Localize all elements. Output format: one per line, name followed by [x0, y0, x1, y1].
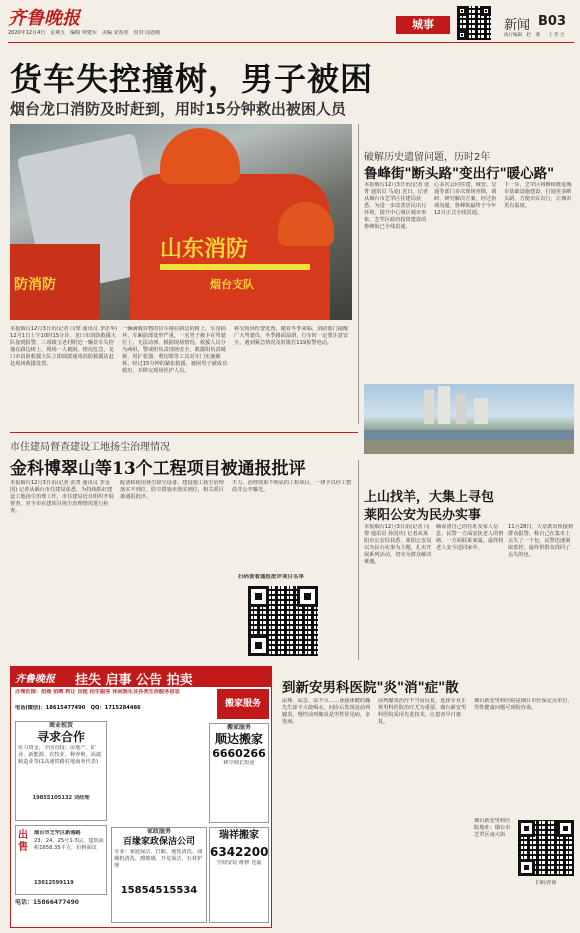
dateline: 2020年12月4日 星期五 编辑 钟建军 美编 宋春虎 校对 周恩刚 — [8, 30, 161, 36]
ad-business-sub: 实力资金，全国直投：房地产、矿业、新能源、农牧业、种养殖、高端制造业等(1高速铁路驻地商务代表) — [18, 745, 102, 765]
lease-phone: 电话：15866477490 — [15, 899, 79, 906]
section-tag-label: 城事 — [412, 18, 434, 31]
right-mid-body-col2: 确说清自己的住址及家人信息，民警一方面安抚老人的情绪，一方面联系家属，最终将老人安全送回家中。 — [436, 524, 504, 551]
lead-body-col2: 一辆满载货物的货车撞在路边的树上，车身损坏，车厢前部变形严重，一名男子被卡在驾驶位上，无法动弹。根据现场情况，救援人员分为两组，警戒组负责现场安全，救援组负责破拆，用扩张器、剪切钳等工具对车门实施破拆，经过15分钟的紧张救援，被困男子被成功救出，并移交现场医护人员。 — [122, 326, 228, 374]
health-headline: 到新安男科医院"炎"消"症"散 — [282, 680, 459, 696]
classified-badge — [217, 689, 269, 719]
ad-moving-2-title: 瑞祥搬家 — [219, 830, 259, 841]
classified-phone: 电话(微信)：18615477490 QQ：1715284486 — [15, 705, 141, 711]
ad-business-body: 寻求合作 — [36, 730, 85, 744]
ad-housekeeping-tel: 15854515534 — [120, 885, 198, 896]
ad-moving-1 — [209, 723, 269, 823]
col-divider — [358, 124, 359, 424]
ad-housekeeping — [111, 827, 207, 923]
uniform-stripe — [160, 264, 310, 270]
ad-sale-body: 烟台市芝罘区新海路 — [34, 830, 81, 836]
lead-subhead: 烟台龙口消防及时赶到，用时15分钟救出被困人员 — [10, 100, 346, 118]
right-top-body-col3: 下一步，芝罘区将继续推进城市基础设施建设，打通更多断头路，方便市民出行，让城市更有温度。 — [504, 182, 572, 209]
mid-left-kicker: 市住建局督查建设工地扬尘治理情况 — [10, 442, 170, 453]
ad-housekeeping-title: 家政服务 — [146, 828, 171, 835]
newspaper-logo: 齐鲁晚报 — [8, 8, 80, 29]
section-rule — [10, 432, 358, 433]
masthead-rule — [8, 42, 574, 43]
health-qr-caption: 扫码咨询 — [535, 880, 557, 886]
ad-housekeeping-sub: 专业：家庭保洁、打蜡、地毯清洗、油烟机清洗、擦玻璃、开荒保洁、石材护理 — [114, 849, 203, 869]
uniform-text-1: 山东消防 — [160, 237, 249, 262]
right-top-body-col1: 本报烟台12月3日讯(记者 张菁 通讯员 马凌) 近日，记者从烟台市芝罘区住建局获悉，为进一步改善居民出行环境，提升中心城区城市形象，芝罘区政府投资建设的鲁峰街已全线贯通。 — [364, 182, 430, 230]
lead-body-col3: 移交现场医警处置。随着冬季来临，消防部门提醒广大驾驶员，冬季路面湿滑，行车时一定要注意安全，遇到紧急情况及时拨打119报警电话。 — [234, 326, 349, 346]
lead-photo — [10, 124, 352, 320]
lead-headline: 货车失控撞树，男子被困 — [10, 60, 374, 98]
right-mid-headline: 上山找羊，大集上寻包 — [364, 490, 495, 505]
ad-moving-1-title: 搬家服务 — [226, 724, 251, 731]
editor-label: 执行编辑 赵 燕 — [504, 33, 540, 38]
ad-sale-sub: 23、24、25号1-3层，建筑面积1658.35平方，价格面议 — [34, 838, 104, 851]
mid-left-body-col2: 配备和使用扬尘降尘设备，建设施工扬尘治理落实不到位，防尘措施未落实到位，相关项目被通报批评。 — [120, 480, 224, 500]
ad-moving-2-sub: 空调安装 维修 充氟 — [216, 860, 262, 866]
classified-logo: 齐鲁晚报 — [15, 674, 55, 685]
mid-left-qr-code — [248, 586, 318, 656]
uniform-text-3: 防消防 — [14, 277, 56, 293]
ad-housekeeping-body: 百缘家政保洁公司 — [122, 837, 195, 847]
masthead-qr-code — [457, 6, 491, 40]
classified-banner-text: 挂失 启事 公告 拍卖 — [75, 673, 193, 688]
health-qr-code — [518, 820, 574, 876]
classified-banner — [11, 667, 271, 687]
ad-moving-1-body: 顺达搬家 — [214, 732, 263, 746]
right-mid-subhead: 莱阳公安为民办实事 — [364, 508, 482, 523]
city-label: 上 善 合 — [548, 33, 565, 38]
mid-left-body-col1: 本报烟台12月3日讯(记者 张菁 通讯员 李金国) 记者从烟台市住建局获悉，为持续抓好建设工地扬尘治理工作，市住建局近日组织开展督查，对全市在建项目扬尘治理情况进行检查。 — [10, 480, 114, 514]
classified-badge-label: 搬家服务 — [224, 699, 261, 709]
ad-business — [15, 721, 107, 821]
masthead — [0, 0, 580, 44]
mid-left-body-col3: 不力，治理效果不明显的工程项目，一律予以停工整改并公开曝光。 — [232, 480, 352, 493]
channel-name: 新闻 — [504, 18, 531, 33]
right-mid-body-col3: 11月28日，大夼派出所接到群众报警，称自己在集市上丢失了一个包，民警迅速调取监控，最终帮群众找回了丢失的包。 — [508, 524, 574, 558]
ad-moving-1-tel: 6660266 — [212, 747, 266, 760]
lead-body-col1: 本报烟台12月3日讯(记者 闫黎 通讯员 李思华) 12月1日上午10时15分许，龙口市消防救援大队接到报警，三毒镇宝老村附近一辆货车失控撞在路边树上，现场一人被困。情况危急，龙口市消防救援大队立即调派通毒消防救援站赶赴现场救援处置。 — [10, 326, 118, 367]
right-mid-body-col1: 本报烟台12月3日讯(记者 闫黎 通讯员 孙国庆) 记者从莱阳市公安局获悉，莱阳公安局以为民办实事为主题，扎实开展系列活动，切实为群众解决难题。 — [364, 524, 432, 565]
river-photo — [364, 384, 574, 454]
right-top-body-col2: 心多次会同住建、城管、交通等部门多次现场查勘，调研、研究解决方案，经过协调沟通，鲁峰街最终于今年12月正式全线贯通。 — [434, 182, 497, 216]
col-divider-2 — [358, 460, 359, 660]
right-top-kicker: 破解历史遗留问题，历时2年 — [364, 152, 491, 163]
ad-sale — [15, 825, 107, 895]
right-top-headline: 鲁峰街"断头路"变出行"暖心路" — [364, 166, 555, 182]
mid-left-headline: 金科博翠山等13个工程项目被通报批评 — [10, 459, 306, 479]
uniform-text-2: 烟台支队 — [210, 278, 254, 291]
mid-left-qr-caption: 扫码查看通报批评项目名单 — [238, 574, 305, 580]
firefighter-helmet — [160, 128, 240, 184]
classified-section — [10, 666, 272, 928]
ad-moving-2-body: 6342200 — [210, 845, 269, 859]
health-body-col1: 尿频、尿急、尿不尽……身强体健的魏先生却不大敢喝水，问诊后发现是前列腺炎，慢性前列腺炎是男性常见病，多发病。 — [282, 698, 371, 725]
ad-business-tel: 19855105132 刘经理 — [32, 795, 90, 801]
classified-contact: 办理范围：招商 招聘 转让 出租 招生服务 休闲娱乐及各类生活服务信息 — [15, 689, 180, 695]
page-number: B03 — [538, 14, 566, 29]
ad-moving-1-sub: 移空调长短途 — [223, 760, 255, 766]
ad-sale-tel: 13012599119 — [34, 880, 74, 886]
ad-moving-2 — [209, 827, 269, 923]
health-body-col2: 前列腺炎治疗不当易反复，选择专业正规男科医院治疗尤为重要，烟台新安男科医院采用先进技术，让患者早日康复。 — [378, 698, 467, 725]
ad-sale-title: 出售 — [18, 830, 28, 853]
health-address: 烟台新安男科医院地址：烟台市芝罘区南大街 — [474, 818, 511, 838]
section-tag — [396, 16, 450, 34]
health-body-col3: 烟台新安男科医院是烟台市医保定点单位，男性健康问题可到院咨询。 — [474, 698, 573, 711]
ad-business-title: 商业租赁 — [48, 722, 73, 729]
